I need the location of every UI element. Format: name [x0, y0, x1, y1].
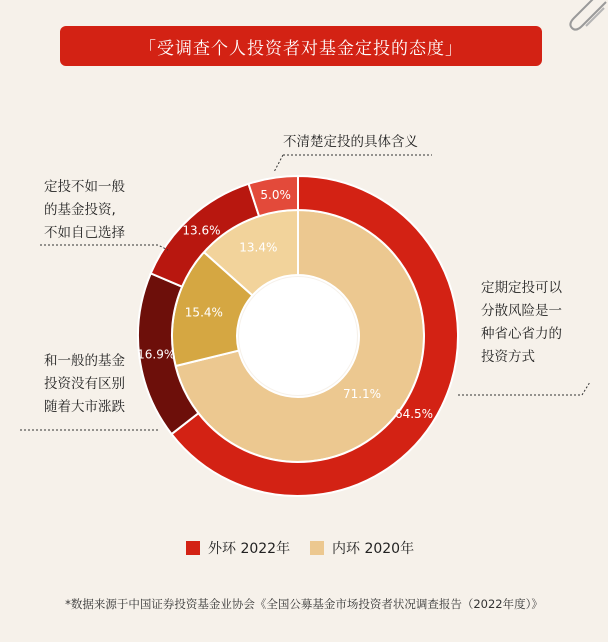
inner-ring-label-1: 15.4%	[184, 305, 223, 320]
outer-ring-label-0: 64.5%	[394, 407, 434, 421]
legend-item-outer	[186, 538, 290, 558]
legend-swatch-outer	[186, 541, 200, 555]
legend-label-inner: 内环 2020年	[332, 541, 415, 557]
donut-hole	[239, 277, 357, 395]
legend-label-outer: 外环 2022年	[208, 541, 291, 557]
inner-ring-label-2: 13.4%	[239, 240, 278, 255]
legend-swatch-inner	[310, 541, 324, 555]
annotation-no-difference: 和一般的基金 投资没有区别 随着大市涨跌	[44, 353, 125, 415]
leader-line-1	[40, 245, 168, 250]
outer-ring-label-1: 16.9%	[137, 347, 176, 362]
inner-ring-label-0: 71.1%	[342, 387, 382, 401]
outer-ring-label-2: 13.6%	[182, 223, 221, 238]
leader-line-3	[470, 382, 590, 395]
legend	[0, 536, 608, 560]
legend-item-inner	[310, 538, 414, 558]
chart-title: 「受调查个人投资者对基金定投的态度」	[60, 26, 542, 66]
annotation-diversify-risk: 定期定投可以 分散风险是一 种省心省力的 投资方式	[481, 280, 562, 365]
source-note: *数据来源于中国证券投资基金业协会《全国公募基金市场投资者状况调查报告（2022年度）》	[65, 597, 543, 611]
annotation-unclear: 不清楚定投的具体含义	[283, 134, 418, 150]
annotation-worse-than-general: 定投不如一般 的基金投资, 不如自己选择	[44, 179, 125, 241]
leader-line-0	[274, 155, 432, 172]
outer-ring-label-3: 5.0%	[260, 187, 291, 202]
